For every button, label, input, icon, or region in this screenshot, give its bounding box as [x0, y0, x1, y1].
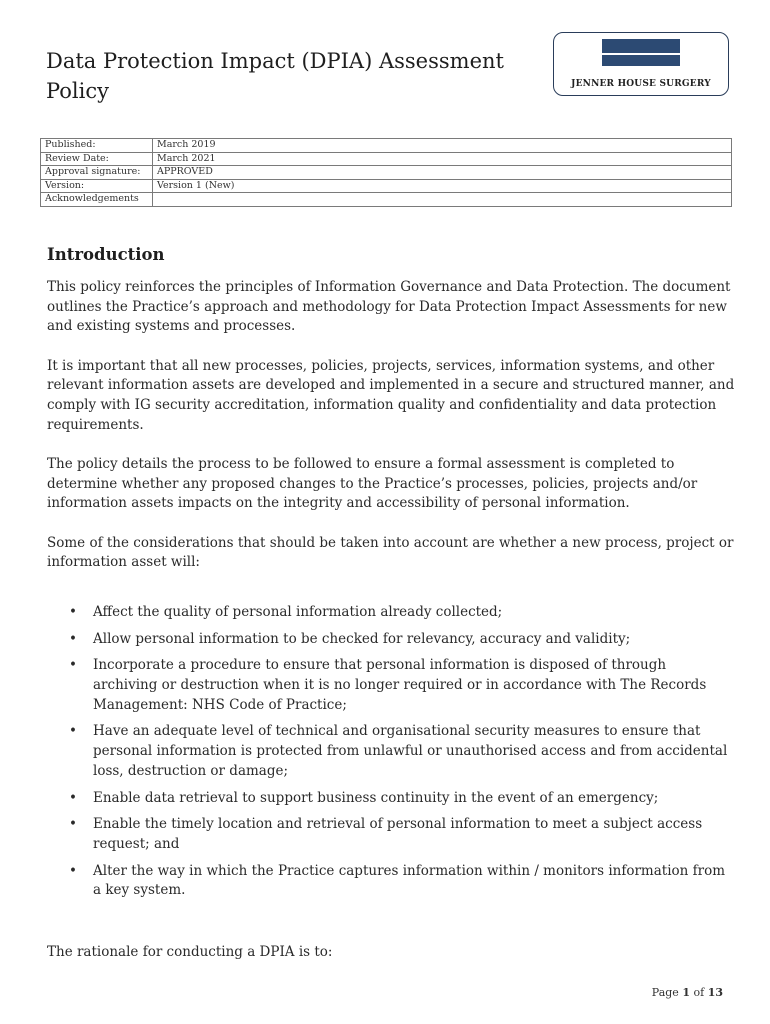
rationale-text: The rationale for conducting a DPIA is to: [47, 944, 333, 961]
table-row [41, 193, 732, 207]
list-item-text: Affect the quality of personal information already collected; [93, 603, 503, 620]
list-item [47, 722, 733, 781]
list-item-text: Have an adequate level of technical and organisational security measures to ensure that personal information is protected from unlawful or unauthorised access and from accidental loss, destruction or damage; [93, 723, 728, 779]
table-row [41, 179, 732, 193]
of-word: of [693, 986, 705, 999]
list-item-text: Enable data retrieval to support business continuity in the event of an emergency; [93, 789, 659, 806]
list-item [47, 603, 733, 623]
list-item-text: Incorporate a procedure to ensure that personal information is disposed of through archiving or destruction when it is no longer required or in accordance with The Records Management: NHS Code of Practice; [93, 657, 707, 713]
meta-value-published: March 2019 [153, 139, 732, 153]
list-item [47, 862, 733, 901]
list-item [47, 789, 733, 809]
practice-logo [553, 32, 729, 96]
logo-bar-bottom [602, 55, 680, 66]
meta-label-approval: Approval signature: [41, 166, 153, 180]
meta-value-version: Version 1 (New) [153, 179, 732, 193]
current-page: 1 [682, 986, 690, 999]
meta-label-review-date: Review Date: [41, 152, 153, 166]
paragraph: The policy details the process to be followed to ensure a formal assessment is completed to determine whether any proposed changes to the Practice’s processes, policies, projects and/or information assets impacts on the integrity and accessibility of personal information. [47, 455, 698, 512]
bullet-icon: • [69, 789, 77, 806]
section-heading: Introduction [47, 245, 165, 264]
paragraph: This policy reinforces the principles of Information Governance and Data Protection. The document outlines the Practice’s approach and methodology for Data Protection Impact Assessments for new and existing systems and processes. [47, 279, 731, 335]
list-item [47, 656, 733, 715]
table-row [41, 166, 732, 180]
document-metadata-table [40, 138, 732, 207]
meta-label-published: Published: [41, 139, 153, 153]
logo-bar-top [602, 39, 680, 53]
list-item [47, 630, 733, 650]
list-item-text: Allow personal information to be checked for relevancy, accuracy and validity; [93, 630, 631, 647]
table-row [41, 139, 732, 153]
meta-value-approval: APPROVED [153, 166, 732, 180]
page-number [652, 986, 723, 999]
table-row [41, 152, 732, 166]
bullet-icon: • [69, 657, 77, 674]
document-body [47, 243, 737, 982]
list-item-text: Alter the way in which the Practice captures information within / monitors information from a key system. [93, 862, 726, 899]
meta-label-version: Version: [41, 179, 153, 193]
meta-value-review-date: March 2021 [153, 152, 732, 166]
paragraph: It is important that all new processes, policies, projects, services, information systems, and other relevant information assets are developed and implemented in a secure and structured manner, and comply with IG security accreditation, information quality and confidentiality and data protection requirements. [47, 357, 735, 433]
list-item-text: Enable the timely location and retrieval of personal information to meet a subject access request; and [93, 816, 703, 852]
page-word: Page [651, 986, 679, 999]
list-item [47, 815, 733, 854]
logo-text: JENNER HOUSE SURGERY [571, 79, 711, 89]
meta-value-acknowledgements [153, 193, 732, 207]
considerations-list [47, 603, 737, 901]
document-title: Data Protection Impact (DPIA) Assessment Policy [46, 49, 504, 103]
bullet-icon: • [69, 603, 77, 620]
paragraph: Some of the considerations that should be taken into account are whether a new process, project or information asset will: [47, 534, 734, 571]
bullet-icon: • [69, 816, 77, 833]
total-pages: 13 [707, 986, 723, 999]
bullet-icon: • [69, 630, 77, 647]
bullet-icon: • [69, 862, 77, 879]
bullet-icon: • [69, 723, 77, 740]
meta-label-acknowledgements: Acknowledgements [41, 193, 153, 207]
